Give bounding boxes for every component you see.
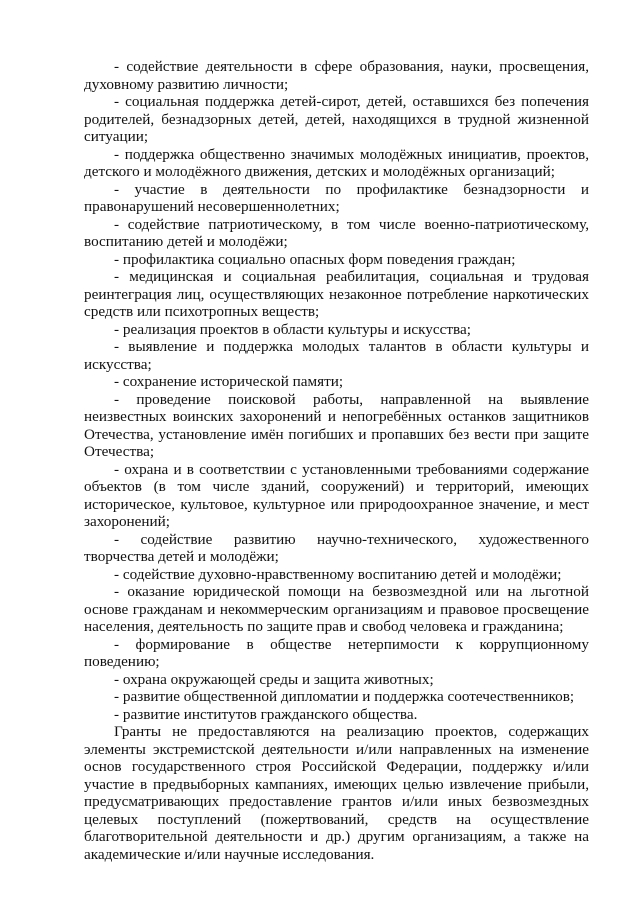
list-item: - содействие духовно-нравственному воспитанию детей и молодёжи; xyxy=(114,565,562,583)
list-item: - развитие институтов гражданского общества. xyxy=(114,705,418,723)
list-item: - проведение поисковой работы, направленной на выявление неизвестных воинских захоронений и непогребённых останков защитников Отечества, установление имён погибших и пропавших без вести при защите Отечества; xyxy=(84,390,589,460)
list-item: - содействие деятельности в сфере образования, науки, просвещения, духовному развитию личности; xyxy=(84,58,589,93)
document-body xyxy=(84,58,589,863)
list-item: - содействие развитию научно-технического, художественного творчества детей и молодёжи; xyxy=(84,530,589,565)
list-item: - развитие общественной дипломатии и поддержка соотечественников; xyxy=(114,688,575,705)
list-item: - поддержка общественно значимых молодёжных инициатив, проектов, детского и молодёжного движения, детских и молодёжных организаций; xyxy=(84,145,589,180)
list-item: - выявление и поддержка молодых талантов в области культуры и искусства; xyxy=(84,338,589,373)
list-item: - охрана окружающей среды и защита животных; xyxy=(114,670,434,688)
list-item: - социальная поддержка детей-сирот, детей, оставшихся без попечения родителей, безнадзорных детей, детей, находящихся в трудной жизненной ситуации; xyxy=(84,93,589,145)
list-item: - медицинская и социальная реабилитация, социальная и трудовая реинтеграция лиц, осуществляющих незаконное потребление наркотических средств или психотропных веществ; xyxy=(84,268,589,320)
list-item: - реализация проектов в области культуры и искусства; xyxy=(114,320,471,338)
closing-paragraph: Гранты не предоставляются на реализацию проектов, содержащих элементы экстремистской деятельности и/или направленных на изменение основ государственного строя Российской Федерации, поддержку и/или участие в предвыборных кампаниях, имеющих целью извлечение прибыли, предусматривающих предоставление грантов и/или иных безвозмездных целевых поступлений (пожертвований, средств на осуществление благотворительной деятельности и др.) другим организациям, а также на академические и/или научные исследования. xyxy=(84,723,589,863)
list-item: - сохранение исторической памяти; xyxy=(114,373,344,390)
list-item: - содействие патриотическому, в том числе военно-патриотическому, воспитанию детей и молодёжи; xyxy=(84,215,589,250)
list-item: - оказание юридической помощи на безвозмездной или на льготной основе гражданам и некоммерческим организациям и правовое просвещение населения, деятельность по защите прав и свобод человека и гражданина; xyxy=(84,583,589,635)
list-item: - охрана и в соответствии с установленными требованиями содержание объектов (в том числе зданий, сооружений) и территорий, имеющих историческое, культовое, культурное или природоохранное значение, и мест захоронений; xyxy=(84,460,589,530)
list-item: - профилактика социально опасных форм поведения граждан; xyxy=(114,250,516,268)
list-item: - участие в деятельности по профилактике безнадзорности и правонарушений несовершеннолетних; xyxy=(84,180,589,215)
list-item: - формирование в обществе нетерпимости к коррупционному поведению; xyxy=(84,635,589,670)
